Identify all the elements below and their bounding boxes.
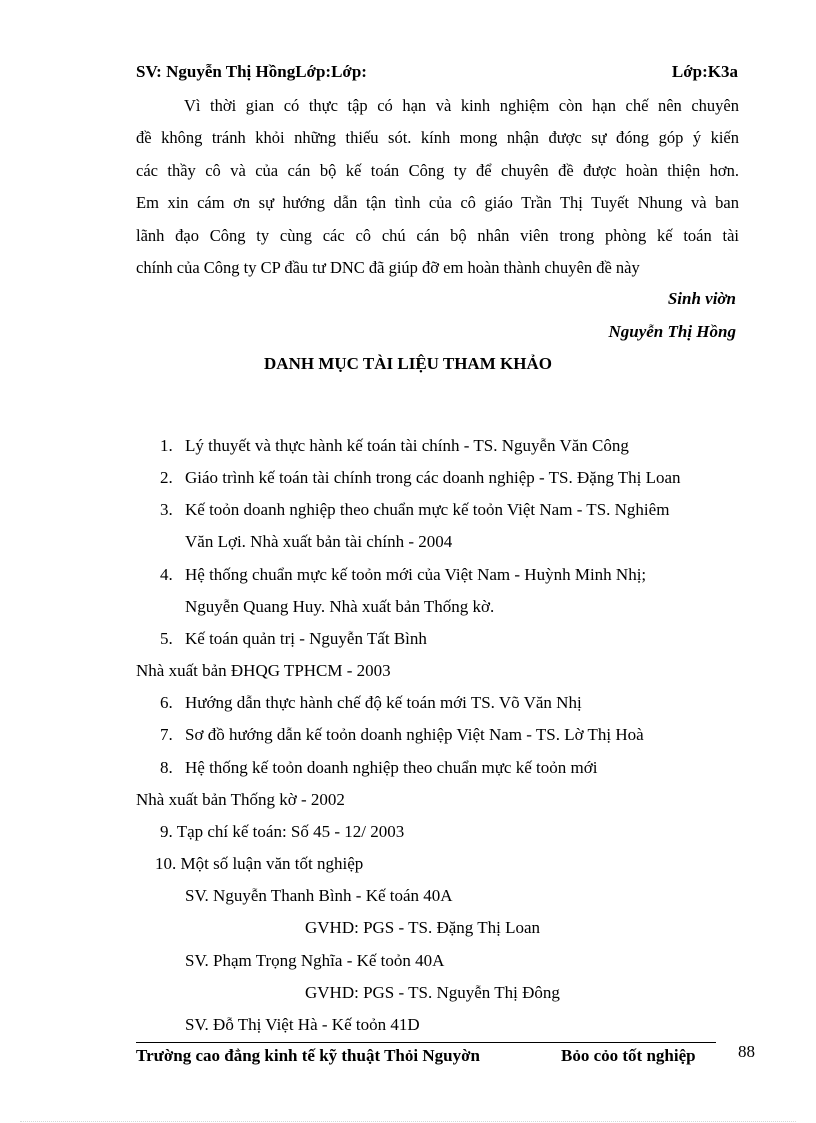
reference-number: 4. (160, 565, 173, 584)
paragraph-line: Vì thời gian có thực tập có hạn và kinh nghiệm còn hạn chế nên chuyên (184, 96, 739, 115)
reference-number: 6. (160, 693, 173, 712)
footer-report-label: Bỏo cỏo tốt nghiệp (561, 1046, 696, 1065)
signature-role: Sinh viờn (667, 289, 736, 308)
reference-item-continuation: Nguyễn Quang Huy. Nhà xuất bản Thống kờ. (185, 597, 495, 616)
header-student-class: SV: Nguyễn Thị HồngLớp:Lớp: (136, 62, 367, 81)
reference-item: Hệ thống kế toỏn doanh nghiệp theo chuẩn mực kế toỏn mới (185, 758, 598, 777)
reference-item: Lý thuyết và thực hành kế toán tài chính - TS. Nguyễn Văn Công (185, 436, 629, 455)
page-number: 88 (738, 1042, 755, 1061)
reference-number: 1. (160, 436, 173, 455)
paragraph-line: đề không tránh khỏi những thiếu sót. kính mong nhận được sự đóng góp ý kiến (136, 128, 739, 148)
thesis-student: SV. Phạm Trọng Nghĩa - Kế toỏn 40A (185, 951, 445, 970)
reference-item: Hệ thống chuẩn mực kế toỏn mới của Việt Nam - Huỳnh Minh Nhị; (185, 565, 647, 584)
paragraph-line: Em xin cám ơn sự hướng dẫn tận tình của cô giáo Trần Thị Tuyết Nhung và ban (136, 193, 739, 213)
thesis-advisor: GVHD: PGS - TS. Nguyễn Thị Đông (305, 983, 560, 1002)
reference-item: Sơ đồ hướng dẫn kế toỏn doanh nghiệp Việt Nam - TS. Lờ Thị Hoà (185, 725, 644, 744)
paragraph-line: lãnh đạo Công ty cùng các cô chú cán bộ nhân viên trong phòng kế toán tài (136, 225, 739, 245)
reference-item: 9. Tạp chí kế toán: Số 45 - 12/ 2003 (160, 822, 405, 841)
reference-item: Kế toán quản trị - Nguyễn Tất Bình (185, 629, 427, 648)
reference-number: 2. (160, 468, 173, 487)
reference-item-continuation: Nhà xuất bản Thống kờ - 2002 (136, 790, 345, 809)
signature-name: Nguyễn Thị Hồng (608, 322, 736, 341)
reference-item-continuation: Nhà xuất bản ĐHQG TPHCM - 2003 (136, 661, 391, 680)
reference-item: Hướng dẫn thực hành chế độ kế toán mới TS. Võ Văn Nhị (185, 693, 582, 712)
reference-number: 7. (160, 725, 173, 744)
reference-item: Giáo trình kế toán tài chính trong các doanh nghiệp - TS. Đặng Thị Loan (185, 468, 681, 487)
footer-school-name: Trường cao đẳng kinh tế kỹ thuật Thỏi Nguyờn (136, 1046, 480, 1065)
header-class-code: Lớp:K3a (671, 62, 738, 81)
reference-number: 5. (160, 629, 173, 648)
thesis-student: SV. Đỗ Thị Việt Hà - Kế toỏn 41D (185, 1015, 420, 1034)
references-title: DANH MỤC TÀI LIỆU THAM KHẢO (264, 354, 552, 373)
thesis-advisor: GVHD: PGS - TS. Đặng Thị Loan (305, 918, 541, 937)
reference-item: 10. Một số luận văn tốt nghiệp (155, 854, 364, 873)
footer-divider (136, 1042, 716, 1043)
reference-item: Kế toỏn doanh nghiệp theo chuẩn mực kế toỏn Việt Nam - TS. Nghiêm (185, 500, 670, 519)
paragraph-line: các thầy cô và của cán bộ kế toán Công ty để chuyên đề được hoàn thiện hơn. (136, 160, 739, 180)
reference-number: 8. (160, 758, 173, 777)
page-bottom-border (20, 1121, 796, 1122)
thesis-student: SV. Nguyễn Thanh Bình - Kế toán 40A (185, 886, 453, 905)
acknowledgement-paragraph (136, 90, 739, 284)
reference-number: 3. (160, 500, 173, 519)
reference-item-continuation: Văn Lợi. Nhà xuất bản tài chính - 2004 (185, 532, 453, 551)
paragraph-line: chính của Công ty CP đầu tư DNC đã giúp đỡ em hoàn thành chuyên đề này (136, 257, 640, 277)
